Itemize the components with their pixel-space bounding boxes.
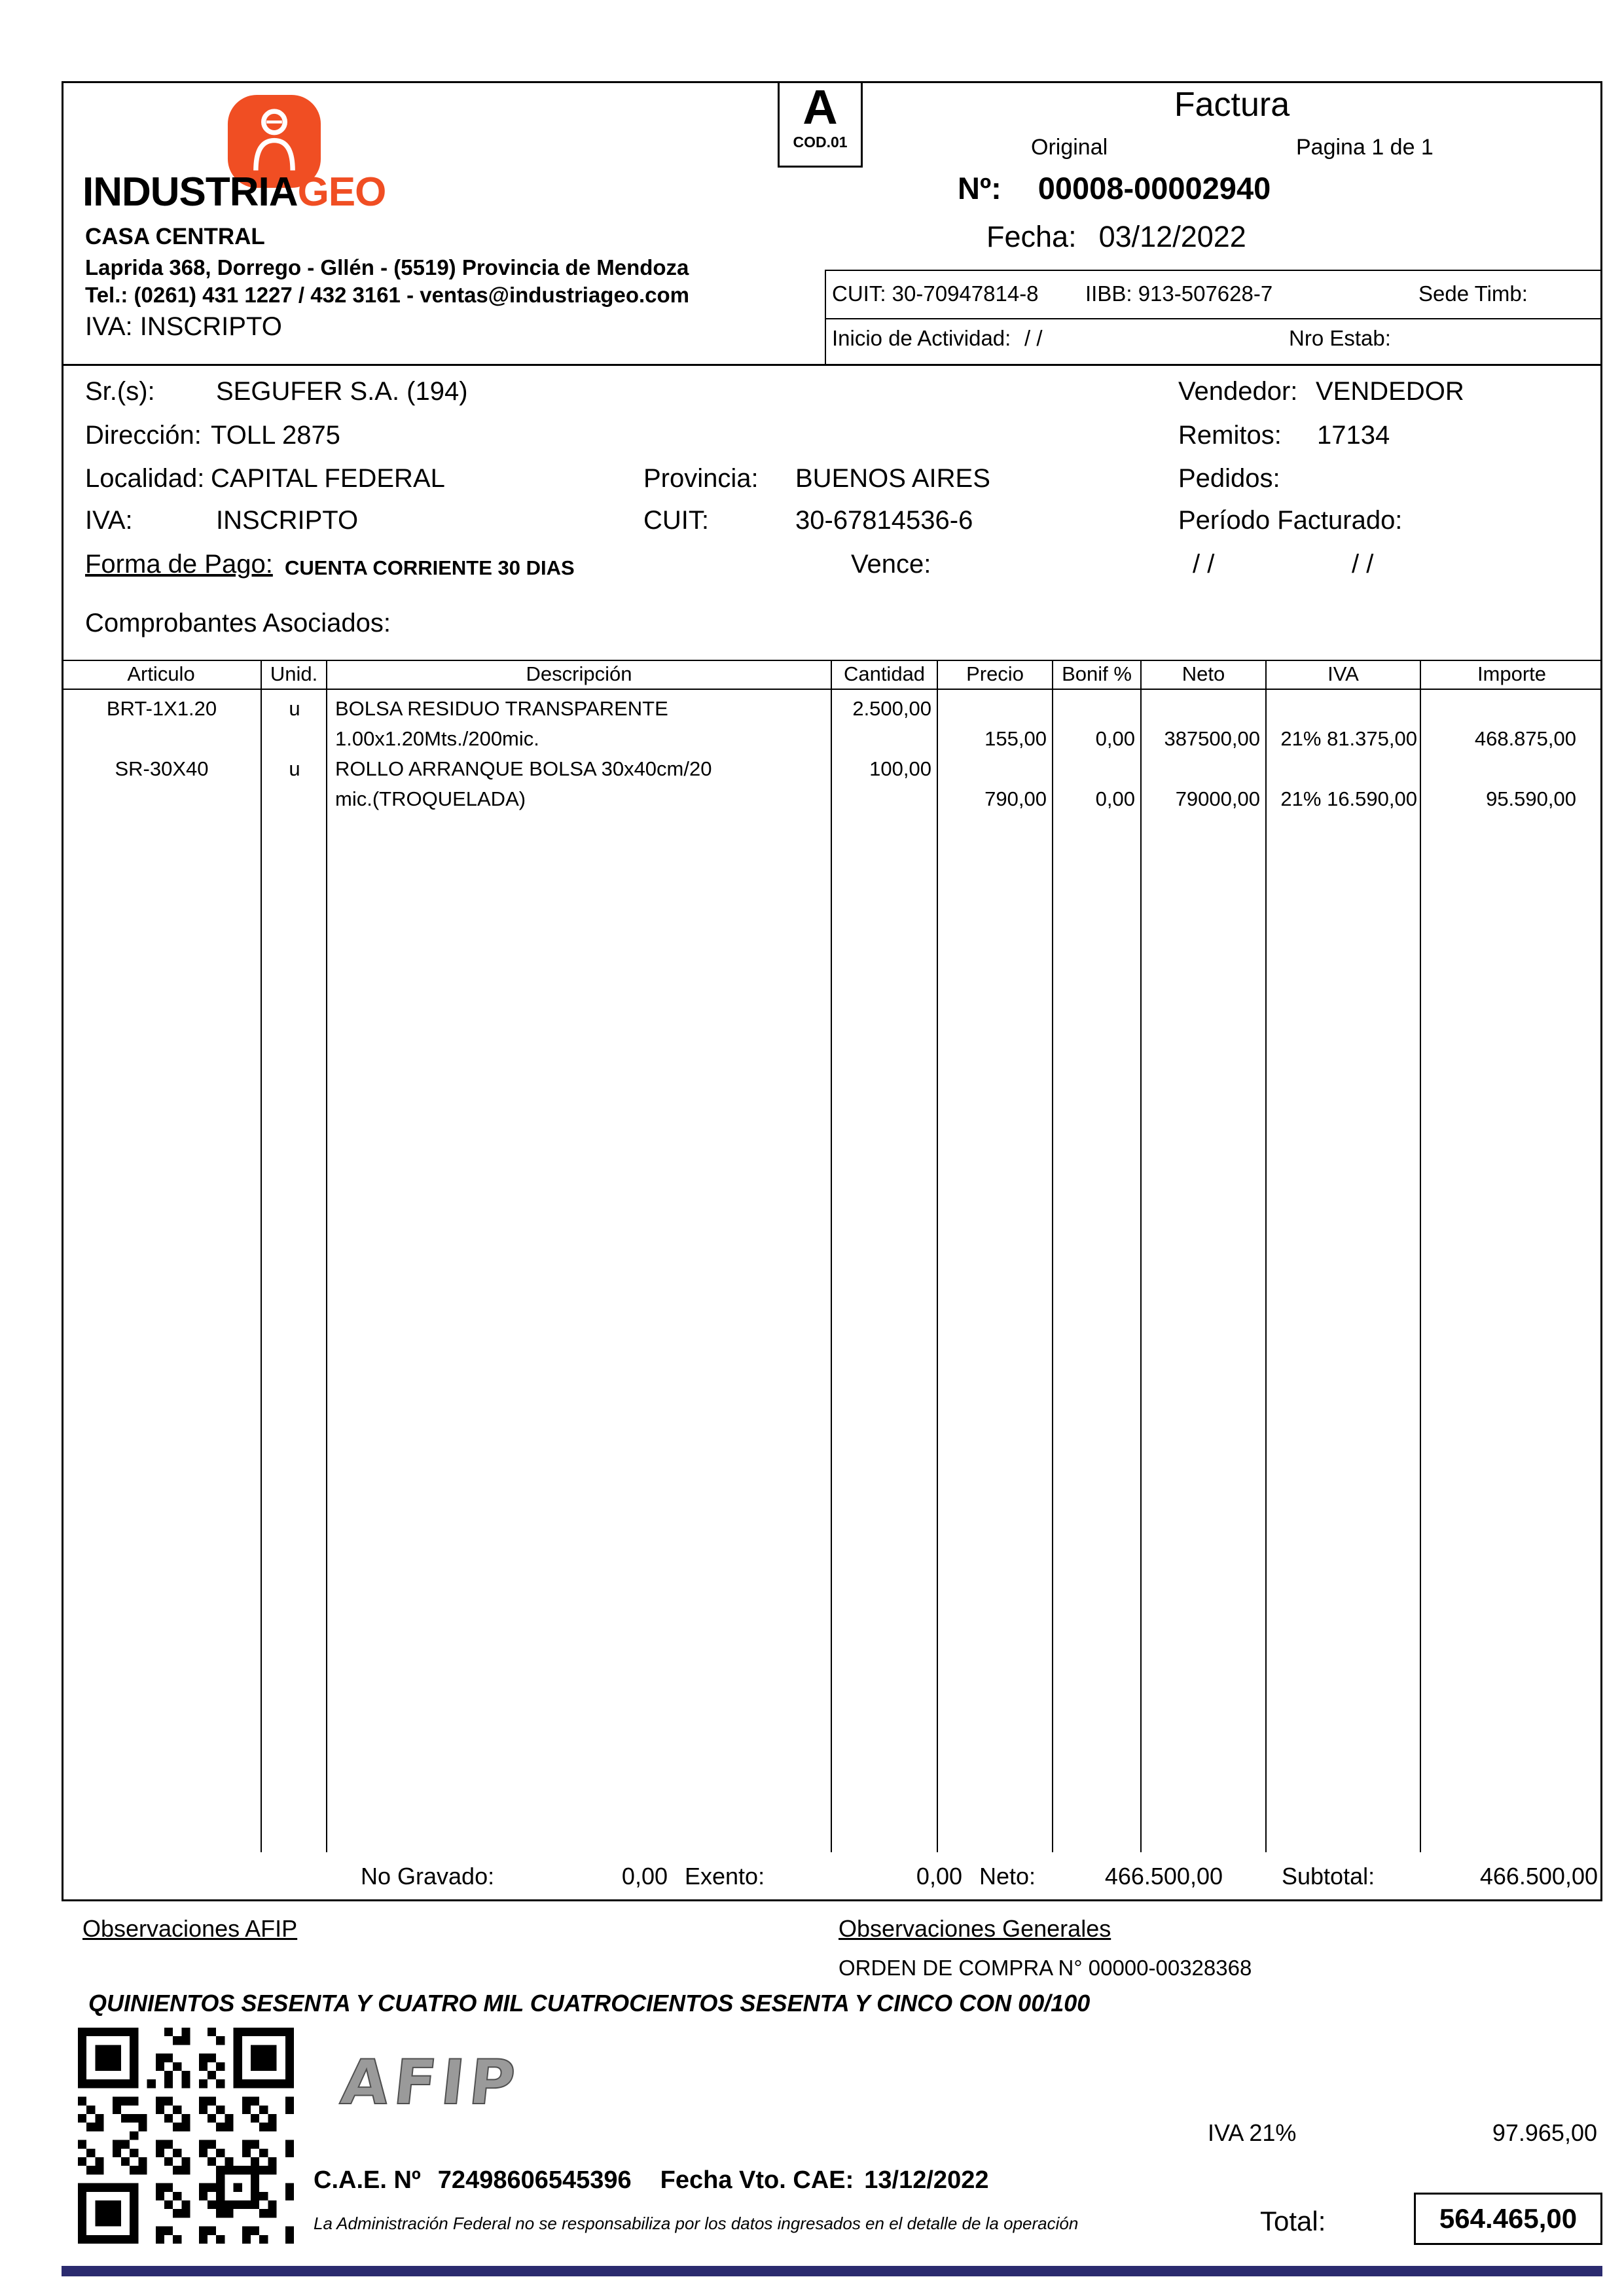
invoice-number-row: [958, 170, 1271, 206]
remitos-value: 17134: [1317, 421, 1390, 450]
direccion-label: Dirección:: [85, 421, 202, 450]
cell-precio: 790,00: [984, 787, 1047, 810]
cae-number: 72498606545396: [437, 2166, 632, 2194]
col-header-cantidad: Cantidad: [832, 661, 938, 689]
no-gravado-value: 0,00: [621, 1863, 668, 1890]
descripcion-line1: BOLSA RESIDUO TRANSPARENTE: [335, 697, 668, 720]
localidad-value: CAPITAL FEDERAL: [211, 464, 445, 493]
cell-precio: 155,00: [984, 727, 1047, 750]
total-label: Total:: [1260, 2206, 1326, 2236]
col-header-descripcion: Descripción: [327, 661, 832, 689]
provincia-value: BUENOS AIRES: [795, 464, 990, 493]
cell-iva: 21% 81.375,00: [1280, 727, 1417, 750]
cell-articulo: BRT-1X1.20: [106, 697, 217, 720]
observaciones-afip-label: Observaciones AFIP: [82, 1915, 298, 1942]
invoice-number-label: Nº:: [958, 171, 1001, 206]
exento-value: 0,00: [916, 1863, 962, 1890]
descripcion-line1: ROLLO ARRANQUE BOLSA 30x40cm/20: [335, 757, 712, 780]
col-header-unid: Unid.: [262, 661, 327, 689]
customer-cuit-label: CUIT:: [643, 506, 709, 535]
customer-name: SEGUFER S.A. (194): [216, 377, 468, 406]
customer-iva-value: INSCRIPTO: [216, 506, 359, 535]
cae-vto-label: Fecha Vto. CAE:: [660, 2166, 854, 2194]
inicio-actividad-value: / /: [1024, 326, 1043, 350]
vendedor-value: VENDEDOR: [1316, 377, 1464, 406]
table-row: [62, 754, 1602, 814]
periodo-facturado-label: Período Facturado:: [1178, 506, 1403, 535]
cell-importe: 95.590,00: [1486, 787, 1576, 810]
comprobantes-asociados-label: Comprobantes Asociados:: [85, 609, 391, 637]
observaciones-generales-label: Observaciones Generales: [839, 1915, 1111, 1942]
cell-bonif: 0,00: [1095, 727, 1135, 750]
items-table-header: [62, 660, 1602, 690]
inicio-actividad-label: Inicio de Actividad:: [832, 326, 1011, 350]
invoice-number: 00008-00002940: [1038, 171, 1271, 206]
company-contact: Tel.: (0261) 431 1227 / 432 3161 - ventas@industriageo.com: [85, 283, 690, 307]
company-iibb: IIBB: 913-507628-7: [1085, 281, 1273, 306]
descripcion-line2: mic.(TROQUELADA): [335, 787, 526, 810]
col-header-bonif: Bonif %: [1053, 661, 1142, 689]
subtotal-value: 466.500,00: [1479, 1863, 1598, 1890]
bottom-bar: [62, 2266, 1602, 2276]
company-branch: CASA CENTRAL: [85, 224, 265, 249]
provincia-label: Provincia:: [643, 464, 759, 493]
cell-neto: 79000,00: [1175, 787, 1260, 810]
invoice-letter-box: [778, 81, 863, 168]
company-name-orange: GEO: [297, 170, 386, 215]
cell-importe: 468.875,00: [1474, 727, 1576, 750]
cell-cantidad: 2.500,00: [852, 697, 931, 720]
header-subline-top: [825, 270, 1602, 271]
company-iva-status: IVA: INSCRIPTO: [85, 312, 282, 341]
invoice-copy-type: Original: [1031, 135, 1108, 160]
header-divider: [62, 364, 1602, 366]
forma-pago-value: CUENTA CORRIENTE 30 DIAS: [285, 556, 575, 579]
cell-unid: u: [289, 697, 300, 720]
invoice-letter: A: [803, 80, 838, 134]
table-row: [62, 694, 1602, 754]
invoice-letter-code: COD.01: [793, 134, 848, 151]
invoice-page-number: Pagina 1 de 1: [1296, 135, 1434, 160]
total-box: [1414, 2193, 1602, 2245]
remitos-label: Remitos:: [1178, 421, 1282, 450]
cae-row: [314, 2166, 988, 2195]
iva-21-label: IVA 21%: [1208, 2119, 1297, 2146]
vendedor-label: Vendedor:: [1178, 377, 1298, 406]
customer-iva-label: IVA:: [85, 506, 133, 535]
company-name: [82, 169, 386, 215]
cae-vto-date: 13/12/2022: [864, 2166, 989, 2194]
company-address: Laprida 368, Dorrego - Gllén - (5519) Provincia de Mendoza: [85, 255, 689, 279]
vence-label: Vence:: [851, 550, 931, 579]
invoice-date: 03/12/2022: [1098, 220, 1246, 253]
subtotal-label: Subtotal:: [1282, 1863, 1375, 1890]
amount-in-words: QUINIENTOS SESENTA Y CUATRO MIL CUATROCIENTOS SESENTA Y CINCO CON 00/100: [88, 1990, 1091, 2017]
cae-label: C.A.E. Nº: [314, 2166, 421, 2194]
forma-pago-label: Forma de Pago:: [85, 550, 273, 579]
neto-label: Neto:: [979, 1863, 1036, 1890]
cell-descripcion: [327, 754, 832, 814]
customer-cuit-value: 30-67814536-6: [795, 506, 973, 535]
nro-estab-label: Nro Estab:: [1289, 326, 1391, 350]
header-subline-bottom: [825, 318, 1602, 319]
total-amount: 564.465,00: [1439, 2203, 1578, 2234]
iva-21-amount: 97.965,00: [1492, 2119, 1597, 2146]
descripcion-line2: 1.00x1.20Mts./200mic.: [335, 727, 539, 750]
neto-value: 466.500,00: [1104, 1863, 1223, 1890]
col-header-neto: Neto: [1142, 661, 1267, 689]
items-table-body-grid: [62, 690, 1602, 1852]
cell-descripcion: [327, 694, 832, 754]
periodo-desde-value: / /: [1193, 550, 1215, 579]
customer-sr-label: Sr.(s):: [85, 377, 155, 406]
cell-bonif: 0,00: [1095, 787, 1135, 810]
qr-code: [78, 2028, 294, 2244]
header-subline-vertical: [825, 270, 826, 364]
direccion-value: TOLL 2875: [211, 421, 340, 450]
company-name-black: INDUSTRIA: [82, 170, 298, 215]
afip-logo-text: AFIP: [337, 2047, 524, 2119]
cell-articulo: SR-30X40: [115, 757, 209, 780]
cell-unid: u: [289, 757, 300, 780]
col-header-precio: Precio: [938, 661, 1053, 689]
col-header-iva: IVA: [1267, 661, 1421, 689]
exento-label: Exento:: [685, 1863, 765, 1890]
pedidos-label: Pedidos:: [1178, 464, 1280, 493]
orden-compra-text: ORDEN DE COMPRA N° 00000-00328368: [839, 1956, 1252, 1980]
cell-neto: 387500,00: [1164, 727, 1260, 750]
invoice-type: Factura: [1174, 86, 1290, 124]
no-gravado-label: No Gravado:: [361, 1863, 495, 1890]
col-header-articulo: Articulo: [62, 661, 262, 689]
afip-disclaimer: La Administración Federal no se responsabiliza por los datos ingresados en el detalle de la operación: [314, 2214, 1079, 2233]
col-header-importe: Importe: [1477, 662, 1547, 685]
company-cuit: CUIT: 30-70947814-8: [832, 281, 1039, 306]
afip-logo: [337, 2047, 560, 2119]
cell-iva: 21% 16.590,00: [1280, 787, 1417, 810]
localidad-label: Localidad:: [85, 464, 205, 493]
cell-cantidad: 100,00: [869, 757, 931, 780]
invoice-date-row: [986, 220, 1246, 254]
invoice-date-label: Fecha:: [986, 220, 1077, 253]
sede-timb-label: Sede Timb:: [1418, 281, 1528, 306]
periodo-hasta-value: / /: [1352, 550, 1374, 579]
